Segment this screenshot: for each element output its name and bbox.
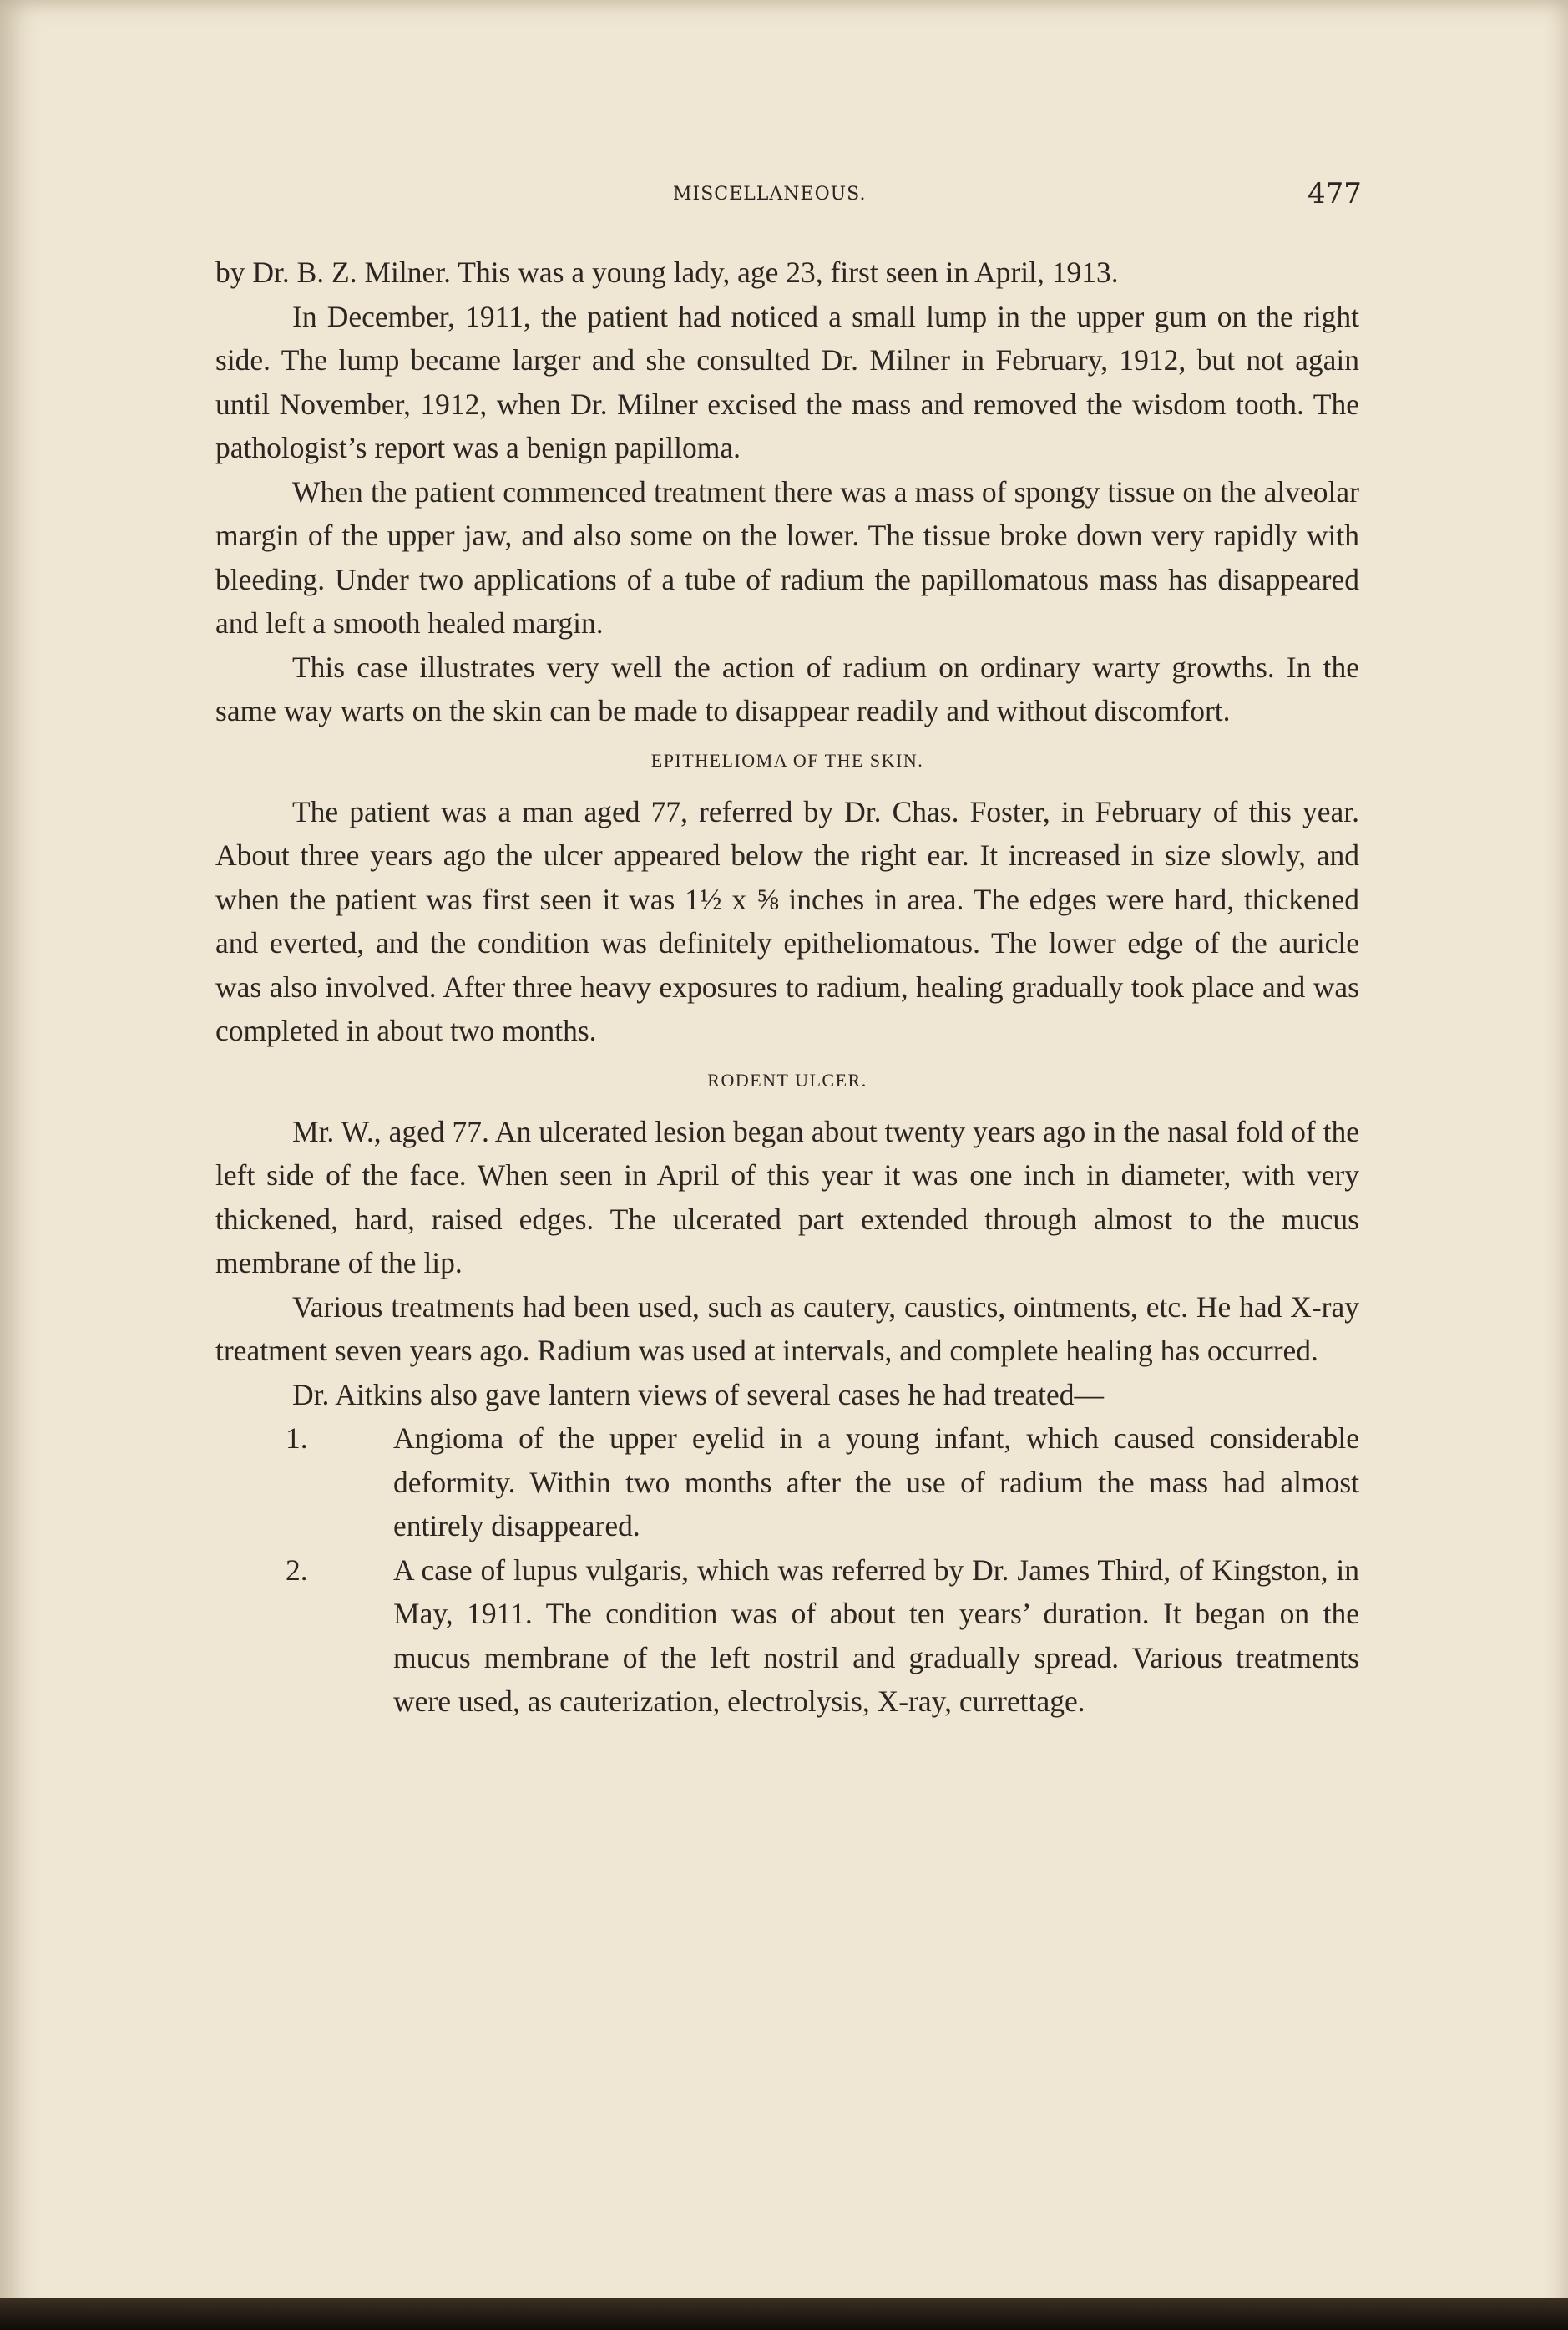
page-number: 477: [1308, 177, 1362, 210]
page-header: [0, 177, 1568, 219]
list-item-text: Angioma of the upper eyelid in a young infant, which caused considerable deformity. Within two months after the use of radium the mass had almost entirely disappeared.: [393, 1421, 1359, 1542]
page-bottom-edge: [0, 2298, 1568, 2330]
running-head: MISCELLANEOUS.: [673, 184, 867, 205]
paragraph: by Dr. B. Z. Milner. This was a young lady, age 23, first seen in April, 1913.: [215, 256, 1119, 289]
list-item-number: 1.: [286, 1421, 308, 1455]
section-heading: EPITHELIOMA OF THE SKIN.: [650, 749, 924, 771]
list-item: [215, 1548, 1359, 1724]
paragraph: When the patient commenced treatment there was a mass of spongy tissue on the alveolar margin of the upper jaw, and also some on the lower. The tissue broke down very rapidly with bleeding. Under two applications of a tube of radium the papillomatous mass has disappeared and left a smooth healed margin.: [215, 474, 1359, 640]
paragraph: The patient was a man aged 77, referred by Dr. Chas. Foster, in February of this year. About three years ago the ulcer appeared below the right ear. It increased in size slowly, and when the patient was first seen it was 1½ x ⅝ inches in area. The edges were hard, thickened and everted, and the condition was definitely epitheliomatous. The lower edge of the auricle was also involved. After three heavy exposures to radium, healing gradually took place and was completed in about two months.: [215, 794, 1359, 1047]
list-item-text: A case of lupus vulgaris, which was referred by Dr. James Third, of Kingston, in May, 1911. The condition was of about ten years’ duration. It began on the mucus membrane of the left nostril and gradually spread. Various treatments were used, as cauterization, electrolysis, X-ray, currettage.: [393, 1552, 1359, 1718]
paragraph: This case illustrates very well the action of radium on ordinary warty growths. In the same way warts on the skin can be made to disappear readily and without discomfort.: [215, 650, 1359, 727]
paragraph: Mr. W., aged 77. An ulcerated lesion began about twenty years ago in the nasal fold of the left side of the face. When seen in April of this year it was one inch in diameter, with very thickened, hard, raised edges. The ulcerated part extended through almost to the mucus membrane of the lip.: [215, 1114, 1359, 1279]
paragraph: Various treatments had been used, such as cautery, caustics, ointments, etc. He had X-ray treatment seven years ago. Radium was used at intervals, and complete healing has occurred.: [215, 1289, 1359, 1367]
paragraph: Dr. Aitkins also gave lantern views of several cases he had treated—: [292, 1377, 1104, 1411]
list-item-number: 2.: [286, 1552, 308, 1587]
paragraph: In December, 1911, the patient had noticed a small lump in the upper gum on the right side. The lump became larger and she consulted Dr. Milner in February, 1912, but not again until November, 1912, when Dr. Milner excised the mass and removed the wisdom tooth. The pathologist’s report was a benign papilloma.: [215, 299, 1359, 464]
list-item: [215, 1416, 1359, 1548]
section-heading: RODENT ULCER.: [707, 1069, 867, 1091]
page-text: [215, 251, 1359, 1724]
